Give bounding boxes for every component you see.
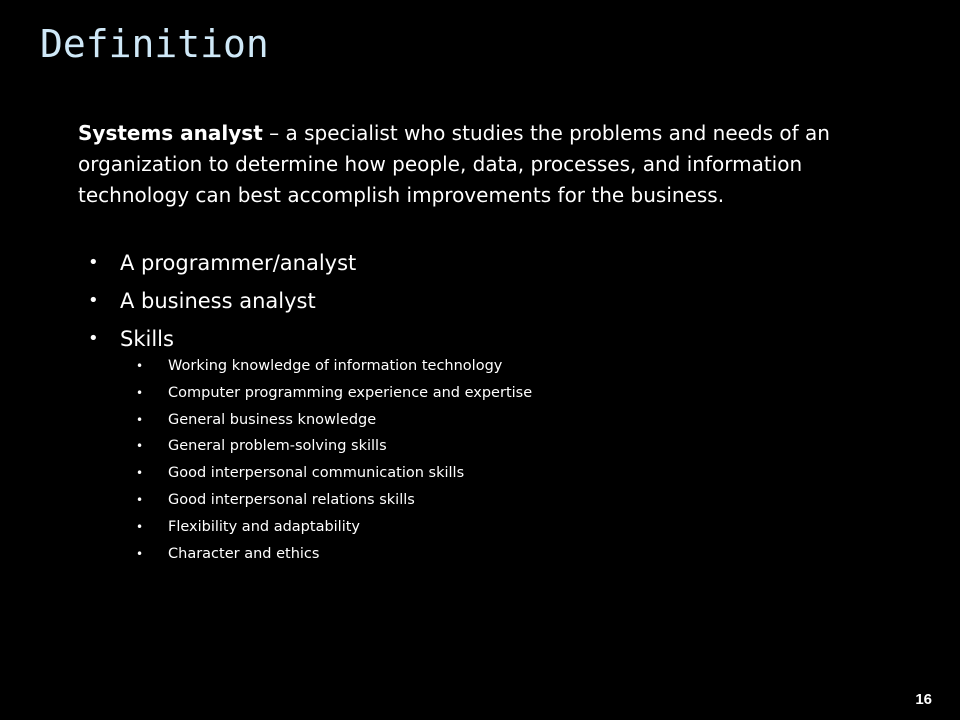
definition-paragraph [78,118,868,211]
sub-bullet-icon: • [136,492,144,507]
bullet-icon: • [88,290,99,311]
skills-sublist [136,358,532,563]
bullet-label: A programmer/analyst [120,251,357,275]
bullet-label: Skills [120,327,174,351]
bullet-item-skills [88,326,532,563]
sub-bullet-icon: • [136,412,144,427]
skill-item [136,412,532,429]
sub-bullet-icon: • [136,466,144,481]
skill-item [136,358,532,375]
definition-text: – a specialist who studies the problems and needs of an organization to determine how people, data, processes, and information technology can best accomplish improvements for the business. [78,121,830,207]
skill-label: Good interpersonal communication skills [168,465,465,482]
bullet-list [88,250,532,575]
skill-item [136,492,532,509]
skill-label: Computer programming experience and expertise [168,384,533,401]
bullet-item-programmer-analyst [88,250,532,276]
skill-item [136,546,532,563]
bullet-icon: • [88,252,99,273]
sub-bullet-icon: • [136,385,144,400]
skill-item [136,385,532,402]
skill-label: General problem-solving skills [168,438,387,455]
definition-term: Systems analyst [78,121,263,145]
skill-item [136,519,532,536]
skill-label: General business knowledge [168,411,377,428]
skill-label: Character and ethics [168,545,320,562]
bullet-icon: • [88,328,99,349]
sub-bullet-icon: • [136,519,144,534]
page-number: 16 [915,691,932,708]
skill-label: Good interpersonal relations skills [168,491,415,508]
skill-label: Working knowledge of information technology [168,358,503,374]
bullet-item-business-analyst [88,288,532,314]
skill-item [136,438,532,455]
sub-bullet-icon: • [136,359,144,373]
slide-title: Definition [40,22,269,66]
sub-bullet-icon: • [136,439,144,454]
skill-item [136,465,532,482]
sub-bullet-icon: • [136,546,144,561]
bullet-label: A business analyst [120,289,316,313]
skill-label: Flexibility and adaptability [168,518,361,535]
